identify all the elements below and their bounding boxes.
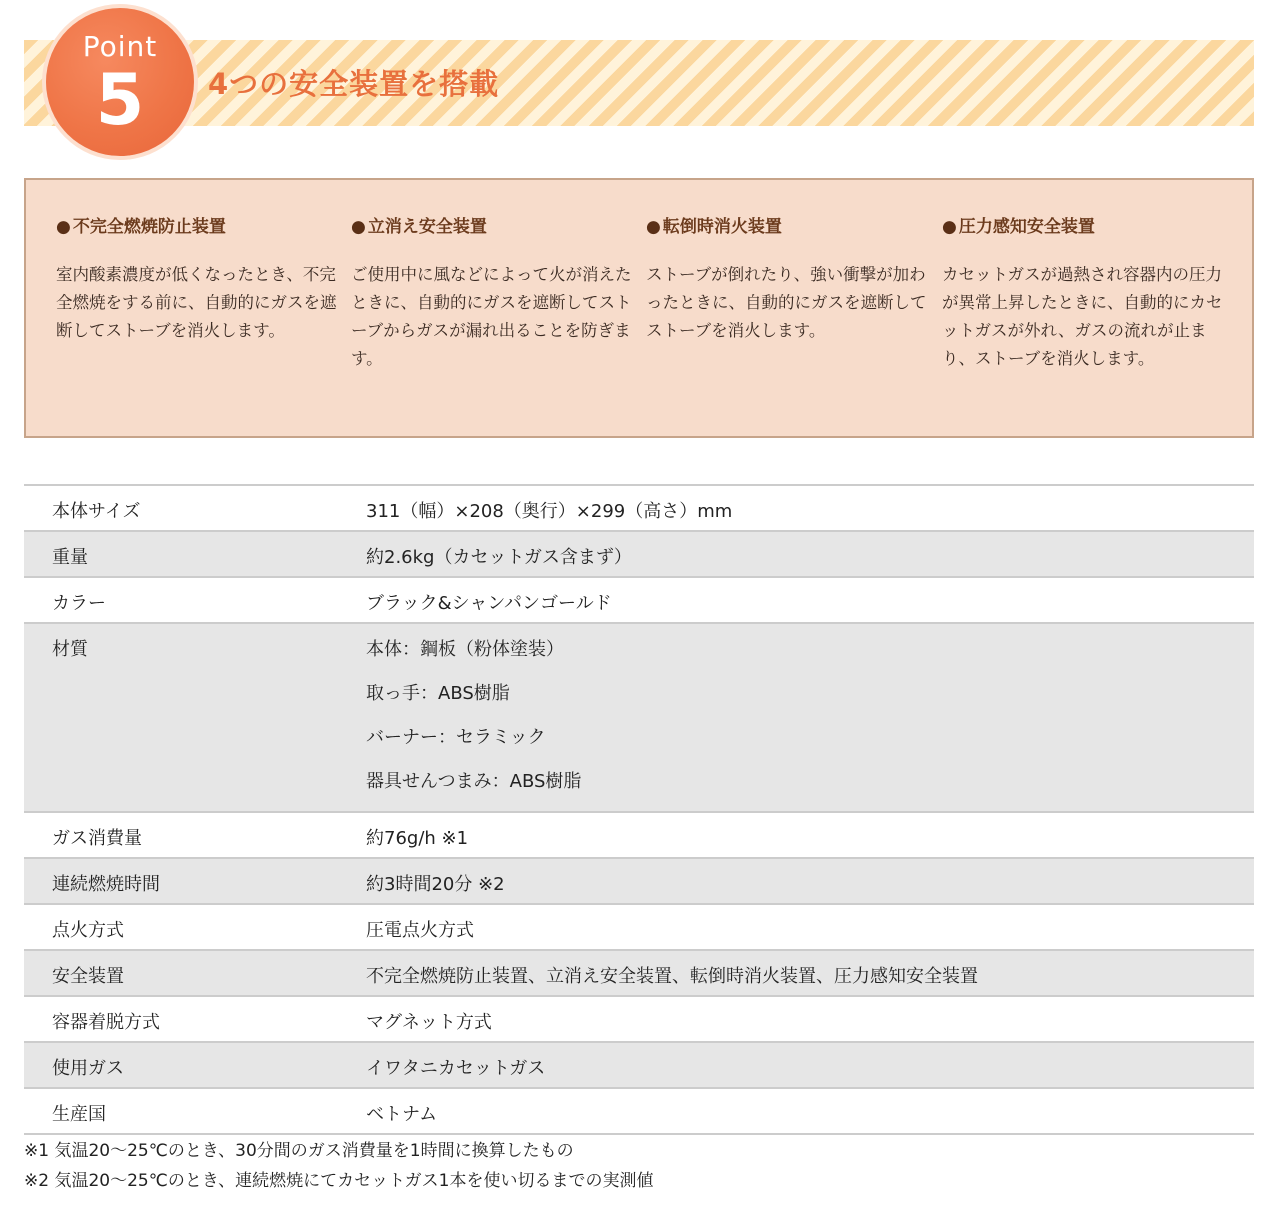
- spec-row: [24, 577, 1254, 623]
- feature-flameout: [351, 212, 633, 373]
- spec-row: [24, 1088, 1254, 1134]
- spec-row: [24, 996, 1254, 1042]
- spec-row: [24, 904, 1254, 950]
- spec-value: マグネット方式: [366, 1012, 492, 1033]
- spec-value: 不完全燃焼防止装置、立消え安全装置、転倒時消火装置、圧力感知安全装置: [338, 950, 1254, 996]
- spec-label: 本体サイズ: [52, 501, 141, 522]
- spec-label: カラー: [52, 593, 106, 614]
- feature-description: 室内酸素濃度が低くなったとき、不完全燃焼をする前に、自動的にガスを遮断してストーブを消火します。: [56, 265, 337, 340]
- spec-row: [24, 623, 1254, 812]
- spec-value: 311（幅）×208（奥行）×299（高さ）mm: [366, 501, 733, 522]
- feature-title: 転倒時消火装置: [662, 217, 782, 237]
- footnote-1: ※1 気温20～25℃のとき、30分間のガス消費量を1時間に換算したもの: [24, 1141, 574, 1161]
- feature-title: 不完全燃焼防止装置: [72, 217, 226, 237]
- point-badge: [46, 8, 194, 156]
- spec-table: [24, 484, 1254, 1135]
- feature-incomplete-combustion: [56, 212, 338, 345]
- spec-value: 取っ手：ABS樹脂: [366, 683, 510, 704]
- spec-value: 約3時間20分 ※2: [338, 858, 1254, 904]
- point-number: 5: [95, 59, 145, 141]
- feature-title: 立消え安全装置: [367, 217, 487, 237]
- bullet-icon: ●: [351, 217, 366, 237]
- bullet-icon: ●: [646, 217, 661, 237]
- spec-label: 生産国: [52, 1104, 106, 1125]
- spec-value: 圧電点火方式: [366, 920, 474, 941]
- spec-value: 本体：鋼板（粉体塗装）: [366, 639, 564, 660]
- spec-value: 器具せんつまみ：ABS樹脂: [366, 771, 582, 792]
- footnote-2: ※2 気温20～25℃のとき、連続燃焼にてカセットガス1本を使い切るまでの実測値: [24, 1171, 654, 1191]
- spec-label: 安全装置: [24, 950, 338, 996]
- spec-row: [24, 950, 1254, 996]
- spec-label: 使用ガス: [24, 1042, 338, 1088]
- feature-tip-over: [646, 212, 928, 345]
- feature-description: ストーブが倒れたり、強い衝撃が加わったときに、自動的にガスを遮断してストーブを消火します。: [646, 265, 927, 340]
- spec-value: バーナー：セラミック: [366, 727, 546, 748]
- spec-label: ガス消費量: [52, 828, 142, 849]
- spec-value: ブラック&シャンパンゴールド: [366, 593, 612, 614]
- bullet-icon: ●: [942, 217, 957, 237]
- feature-title: 圧力感知安全装置: [958, 217, 1095, 237]
- spec-row: [24, 485, 1254, 531]
- spec-value: 約2.6kg（カセットガス含まず）: [338, 531, 1254, 577]
- spec-label: 点火方式: [52, 920, 124, 941]
- spec-row: [24, 812, 1254, 858]
- spec-row: [24, 1042, 1254, 1088]
- spec-label: 重量: [24, 531, 338, 577]
- spec-value: ベトナム: [366, 1104, 438, 1125]
- feature-description: カセットガスが過熱され容器内の圧力が異常上昇したときに、自動的にカセットガスが外れ、ガスの流れが止まり、ストーブを消火します。: [942, 265, 1223, 368]
- spec-value: イワタニカセットガス: [338, 1042, 1254, 1088]
- bullet-icon: ●: [56, 217, 71, 237]
- spec-row: [24, 858, 1254, 904]
- spec-label: 材質: [24, 623, 338, 812]
- safety-features-box: [24, 178, 1254, 438]
- feature-pressure-sensing: [942, 212, 1224, 373]
- point-label: Point: [82, 30, 158, 63]
- spec-value: 約76g/h ※1: [366, 828, 469, 849]
- feature-description: ご使用中に風などによって火が消えたときに、自動的にガスを遮断してストーブからガスが漏れ出ることを防ぎます。: [351, 265, 632, 368]
- footnotes: [24, 1136, 653, 1196]
- section-headline: 4つの安全装置を搭載: [208, 67, 500, 101]
- spec-row: [24, 531, 1254, 577]
- spec-label: 連続燃焼時間: [24, 858, 338, 904]
- spec-label: 容器着脱方式: [52, 1012, 160, 1033]
